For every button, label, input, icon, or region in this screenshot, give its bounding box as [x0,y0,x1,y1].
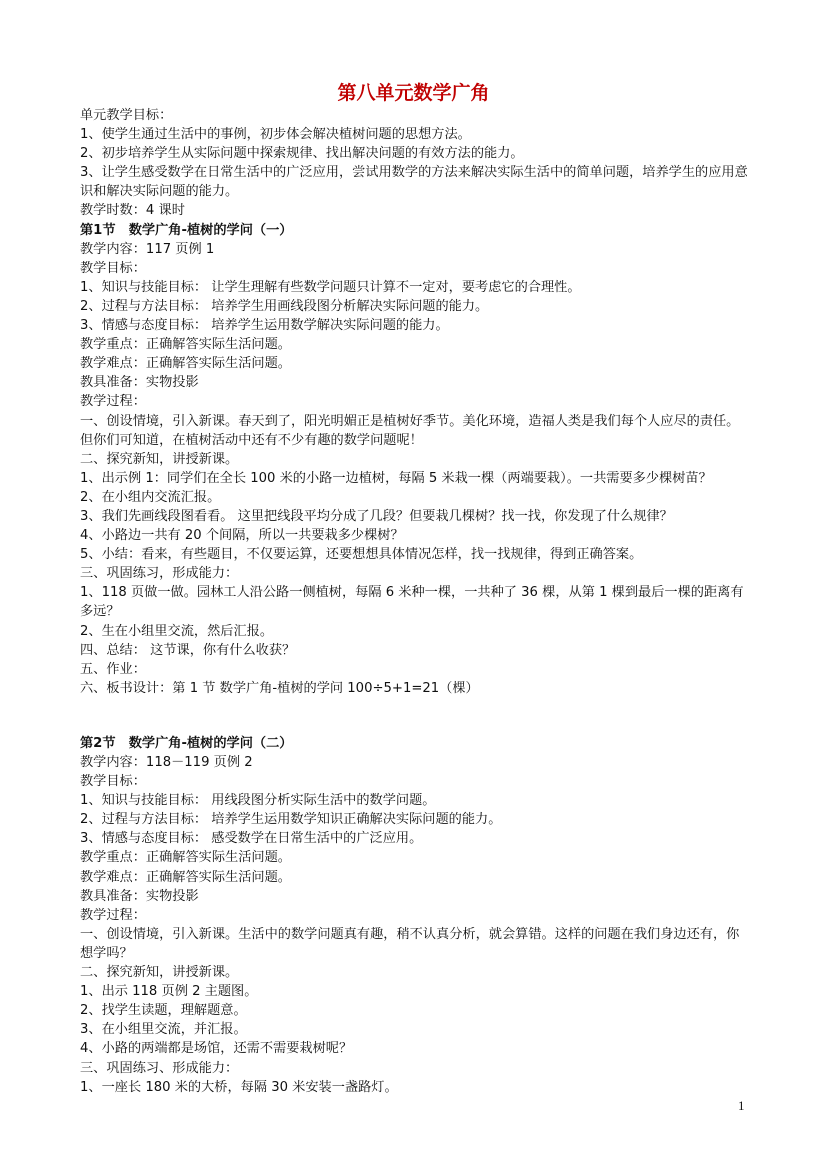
text-line: 1、知识与技能目标： 用线段图分析实际生活中的数学问题。 [80,793,436,809]
document-body [80,106,750,1097]
text-line: 教学难点：正确解答实际生活问题。 [80,869,291,885]
text-line: 1、使学生通过生活中的事例，初步体会解决植树问题的思想方法。 [80,127,471,143]
text-line: 3、情感与态度目标： 感受数学在日常生活中的广泛应用。 [80,831,423,847]
text-line: 2、在小组内交流汇报。 [80,489,221,505]
document-title: 第八单元数学广角 [337,82,490,104]
section-2-content [80,753,750,1097]
text-line: 2、初步培养学生从实际问题中探索规律、找出解决问题的有效方法的能力。 [80,146,524,162]
text-line: 教学过程： [80,394,146,410]
text-line: 二、探究新知，讲授新课。 [80,965,239,981]
section-1-content [80,240,750,698]
text-line: 教学时数：4 课时 [80,203,185,219]
text-line: 六、板书设计：第 1 节 数学广角-植树的学问 100÷5+1=21（棵） [80,680,479,696]
text-line: 2、过程与方法目标： 培养学生运用数学知识正确解决实际问题的能力。 [80,812,502,828]
section-2-heading: 第2节 数学广角-植树的学问（二） [80,735,293,751]
text-line: 教学重点：正确解答实际生活问题。 [80,337,291,353]
page-number: 1 [738,1098,745,1113]
text-line: 2、生在小组里交流，然后汇报。 [80,623,274,639]
text-line: 教学过程： [80,907,146,923]
text-line: 一、创设情境，引入新课。春天到了，阳光明媚正是植树好季节。美化环境，造福人类是我们每个人应尽的责任。但你们可知道，在植树活动中还有不少有趣的数学问题呢！ [80,413,740,448]
text-line: 2、过程与方法目标： 培养学生用画线段图分析解决实际问题的能力。 [80,298,489,314]
text-line: 教具准备：实物投影 [80,888,199,904]
text-line: 教学目标： [80,260,146,276]
spacer [80,698,750,734]
text-line: 1、出示 118 页例 2 主题图。 [80,984,258,1000]
text-line: 1、出示例 1：同学们在全长 100 米的小路一边植树，每隔 5 米栽一棵（两端要栽）。一共需要多少棵树苗？ [80,470,712,486]
text-line: 4、小路边一共有 20 个间隔，所以一共要栽多少棵树？ [80,528,404,544]
text-line: 2、找学生读题，理解题意。 [80,1003,247,1019]
text-line: 1、一座长 180 米的大桥，每隔 30 米安装一盏路灯。 [80,1079,398,1095]
text-line: 三、巩固练习、形成能力： [80,1060,239,1076]
text-line: 3、让学生感受数学在日常生活中的广泛应用，尝试用数学的方法来解决实际生活中的简单问题，培养学生的应用意识和解决实际问题的能力。 [80,165,748,200]
text-line: 教具准备：实物投影 [80,375,199,391]
section-1-heading: 第1节 数学广角-植树的学问（一） [80,222,293,238]
text-line: 1、知识与技能目标： 让学生理解有些数学问题只计算不一定对，要考虑它的合理性。 [80,279,581,295]
text-line: 3、我们先画线段图看看。 这里把线段平均分成了几段？但要栽几棵树？找一找，你发现了什么规律？ [80,508,673,524]
text-line: 二、探究新知，讲授新课。 [80,451,239,467]
text-line: 3、情感与态度目标： 培养学生运用数学解决实际问题的能力。 [80,318,449,334]
text-line: 教学目标： [80,774,146,790]
text-line: 5、小结：看来，有些题目，不仅要运算，还要想想具体情况怎样，找一找规律，得到正确答案。 [80,547,643,563]
text-line: 四、总结： 这节课，你有什么收获？ [80,642,296,658]
text-line: 教学内容：118－119 页例 2 [80,755,253,770]
text-line: 教学难点：正确解答实际生活问题。 [80,356,291,372]
text-line: 三、巩固练习，形成能力： [80,566,239,582]
text-line: 教学内容：117 页例 1 [80,241,215,257]
text-line: 1、118 页做一做。园林工人沿公路一侧植树，每隔 6 米种一棵，一共种了 36 棵，从第 1 棵到最后一棵的距离有多远？ [80,585,744,620]
text-line: 3、在小组里交流，并汇报。 [80,1022,247,1038]
text-line: 4、小路的两端都是场馆，还需不需要栽树呢？ [80,1041,353,1057]
text-line: 一、创设情境，引入新课。生活中的数学问题真有趣，稍不认真分析，就会算错。这样的问题在我们身边还有，你想学吗？ [80,926,740,961]
text-line: 教学重点：正确解答实际生活问题。 [80,850,291,866]
unit-header [80,106,750,221]
text-line: 五、作业： [80,661,146,677]
text-line: 单元教学目标： [80,108,173,123]
